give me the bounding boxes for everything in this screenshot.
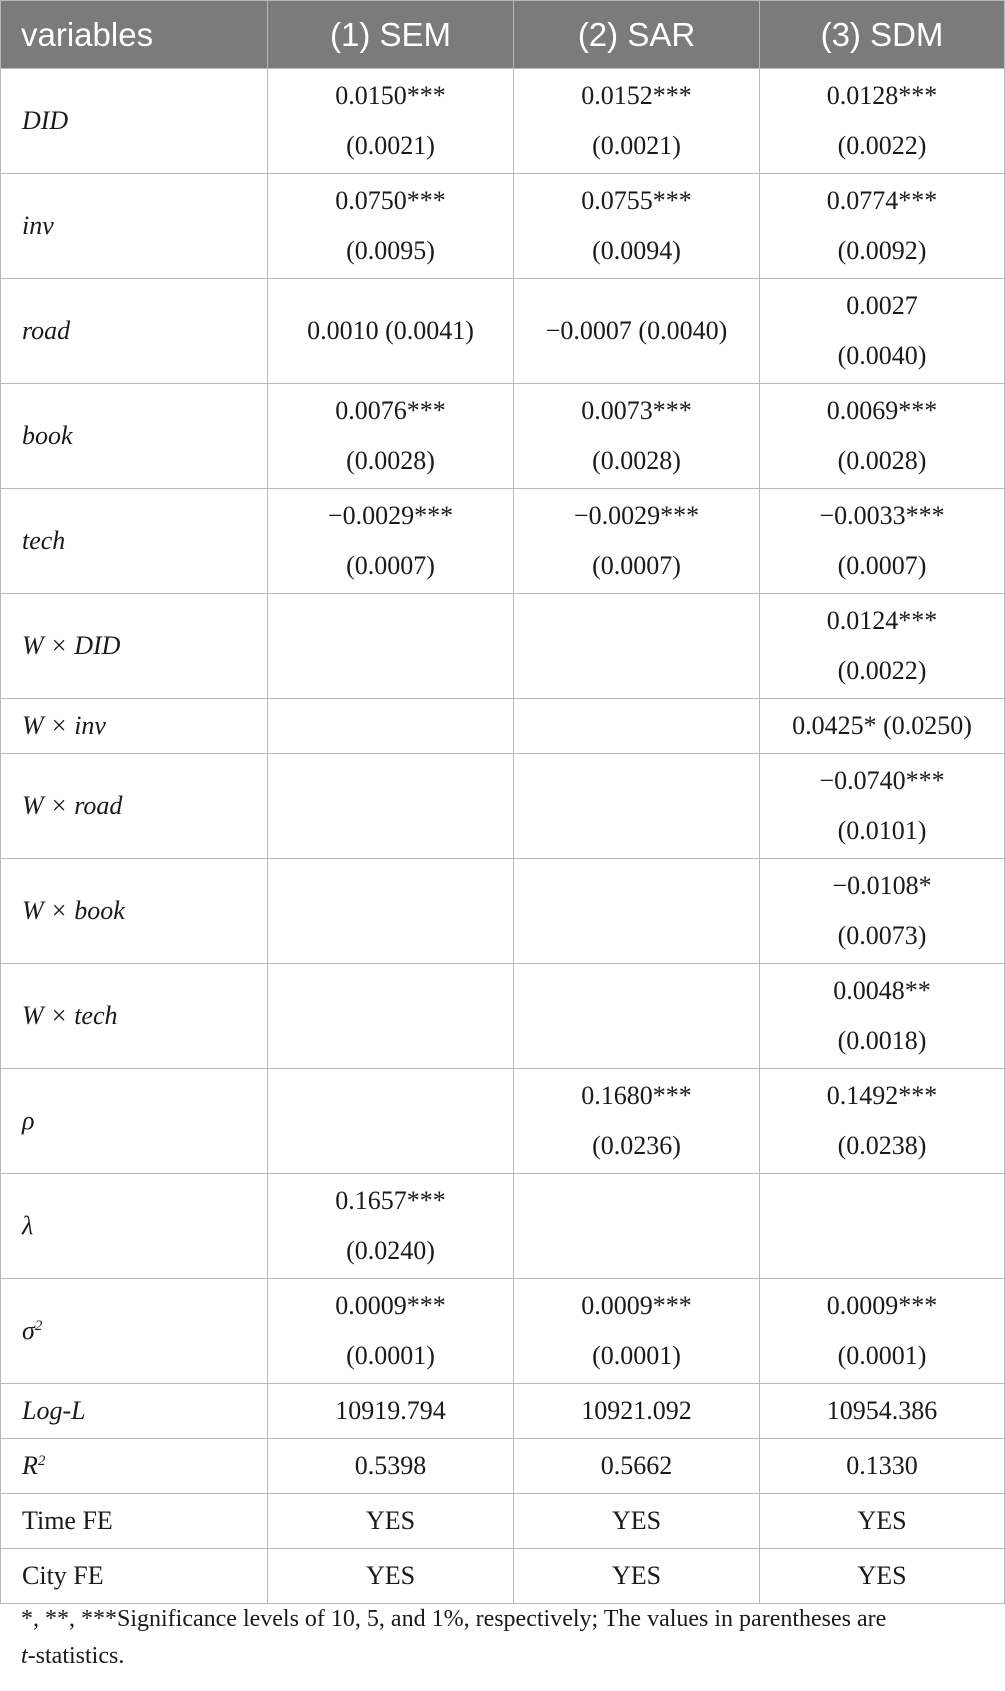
table-cell [268,1494,514,1549]
row-variable-label [1,174,268,279]
footnote-line2: -statistics. [27,1643,125,1669]
cell-value: 0.0073*** (0.0028) [581,396,692,475]
header-sdm: (3) SDM [760,1,1005,69]
table-footnote [21,1601,981,1675]
row-variable-label [1,69,268,174]
table-cell [760,1439,1005,1494]
table-cell [514,1069,760,1174]
table-cell [514,1439,760,1494]
table-cell [760,1494,1005,1549]
cell-value: −0.0740*** (0.0101) [819,766,945,845]
table-row [1,859,1005,964]
table-row [1,384,1005,489]
table-cell [514,384,760,489]
cell-value: YES [365,1506,416,1535]
table-cell [268,699,514,754]
variable-name: DID [22,106,69,135]
row-variable-label [1,754,268,859]
table-cell [268,384,514,489]
cell-value: YES [857,1506,907,1535]
table-cell [760,174,1005,279]
cell-value: YES [365,1561,416,1590]
table-row [1,1549,1005,1604]
variable-name: Time FE [22,1506,113,1535]
variable-name: λ [22,1211,34,1240]
cell-value: YES [611,1561,662,1590]
table-header-row [1,1,1005,69]
cell-value: 0.5398 [354,1451,427,1480]
cell-value: 0.0009*** (0.0001) [581,1291,692,1370]
cell-value: 0.0774*** (0.0092) [826,186,938,265]
table-cell [760,279,1005,384]
row-variable-label [1,1384,268,1439]
table-row [1,699,1005,754]
variable-superscript: 2 [34,1318,43,1334]
table-row [1,69,1005,174]
table-cell [760,489,1005,594]
table-cell [760,69,1005,174]
cell-value: YES [857,1561,907,1590]
cell-value: 0.1330 [846,1451,918,1480]
table-cell [514,279,760,384]
row-variable-label [1,964,268,1069]
cell-value: 0.0755*** (0.0094) [581,186,692,265]
cell-value: −0.0029*** (0.0007) [327,501,454,580]
table-cell [514,489,760,594]
variable-name: R [22,1451,38,1480]
table-row [1,964,1005,1069]
row-variable-label [1,279,268,384]
table-cell [760,384,1005,489]
row-variable-label [1,699,268,754]
variable-name: book [22,421,73,450]
row-variable-label [1,1549,268,1604]
cell-value: 0.0750*** (0.0095) [335,186,446,265]
table-cell [514,859,760,964]
table-cell [268,489,514,594]
cell-value: 0.0010 (0.0041) [307,316,474,345]
table-cell [760,1069,1005,1174]
cell-value: −0.0007 (0.0040) [545,316,728,345]
variable-name: Log-L [22,1396,86,1425]
cell-value: 0.0048** (0.0018) [833,976,931,1055]
cell-value: 0.0124*** (0.0022) [826,606,938,685]
table-cell [514,594,760,699]
row-variable-label [1,1174,268,1279]
table-cell [760,1279,1005,1384]
row-variable-label [1,489,268,594]
table-cell [760,1384,1005,1439]
table-cell [514,1494,760,1549]
table-cell [268,1439,514,1494]
header-variables: variables [1,1,268,69]
cell-value: 10921.092 [581,1396,692,1425]
table-cell [268,754,514,859]
cell-value: 0.0128*** (0.0022) [826,81,938,160]
footnote-line1: *, **, ***Significance levels of 10, 5, and 1%, respectively; The values in parentheses are [21,1606,887,1632]
variable-name: W × tech [22,1001,118,1030]
variable-name: ρ [22,1106,35,1135]
table-cell [760,964,1005,1069]
table-cell [514,964,760,1069]
table-row [1,754,1005,859]
cell-value: −0.0033*** (0.0007) [819,501,945,580]
table-cell [760,699,1005,754]
table-row [1,489,1005,594]
table-row [1,279,1005,384]
row-variable-label [1,859,268,964]
table-cell [268,1174,514,1279]
table-row [1,1439,1005,1494]
table-cell [268,279,514,384]
table-cell [268,594,514,699]
cell-value: 0.0009*** (0.0001) [826,1291,938,1370]
table-cell [514,1174,760,1279]
table-row [1,1279,1005,1384]
variable-name: road [22,316,71,345]
cell-value: 10919.794 [335,1396,446,1425]
cell-value: 10954.386 [826,1396,938,1425]
cell-value: 0.0150*** (0.0021) [335,81,446,160]
variable-name: tech [22,526,66,555]
table-row [1,594,1005,699]
table-cell [514,69,760,174]
variable-name: W × DID [22,631,121,660]
table-row [1,174,1005,279]
table-cell [514,174,760,279]
cell-value: 0.0152*** (0.0021) [581,81,692,160]
row-variable-label [1,1069,268,1174]
table-cell [760,1549,1005,1604]
row-variable-label [1,1494,268,1549]
variable-name: W × book [22,896,125,925]
variable-name: W × road [22,791,123,820]
table-cell [514,1384,760,1439]
table-cell [760,859,1005,964]
table-row [1,1069,1005,1174]
variable-name: inv [22,211,54,240]
table-cell [760,594,1005,699]
cell-value: YES [611,1506,662,1535]
cell-value: 0.1492*** (0.0238) [826,1081,938,1160]
table-cell [514,754,760,859]
variable-name: σ [22,1316,35,1345]
cell-value: 0.0069*** (0.0028) [826,396,938,475]
footnote-t-italic: t [21,1643,28,1669]
row-variable-label [1,384,268,489]
table-cell [268,1279,514,1384]
table-cell [760,754,1005,859]
table-cell [268,1549,514,1604]
variable-superscript: 2 [37,1453,46,1469]
cell-value: 0.0009*** (0.0001) [335,1291,446,1370]
table-cell [268,964,514,1069]
row-variable-label [1,1439,268,1494]
table-cell [268,1384,514,1439]
cell-value: −0.0029*** (0.0007) [573,501,700,580]
cell-value: 0.0425* (0.0250) [792,711,972,740]
table-cell [268,859,514,964]
table-row [1,1384,1005,1439]
header-sem: (1) SEM [268,1,514,69]
cell-value: 0.0076*** (0.0028) [335,396,446,475]
header-sar: (2) SAR [514,1,760,69]
variable-name: City FE [22,1561,104,1590]
table-cell [268,69,514,174]
cell-value: −0.0108* (0.0073) [832,871,932,950]
table-cell [760,1174,1005,1279]
table-cell [514,699,760,754]
table-cell [514,1279,760,1384]
table-row [1,1174,1005,1279]
table-cell [268,174,514,279]
cell-value: 0.1657*** (0.0240) [335,1186,446,1265]
variable-name: W × inv [22,711,106,740]
table-cell [514,1549,760,1604]
cell-value: 0.1680*** (0.0236) [581,1081,692,1160]
row-variable-label [1,1279,268,1384]
row-variable-label [1,594,268,699]
cell-value: 0.0027 (0.0040) [837,291,927,370]
cell-value: 0.5662 [600,1451,673,1480]
table-cell [268,1069,514,1174]
table-row [1,1494,1005,1549]
